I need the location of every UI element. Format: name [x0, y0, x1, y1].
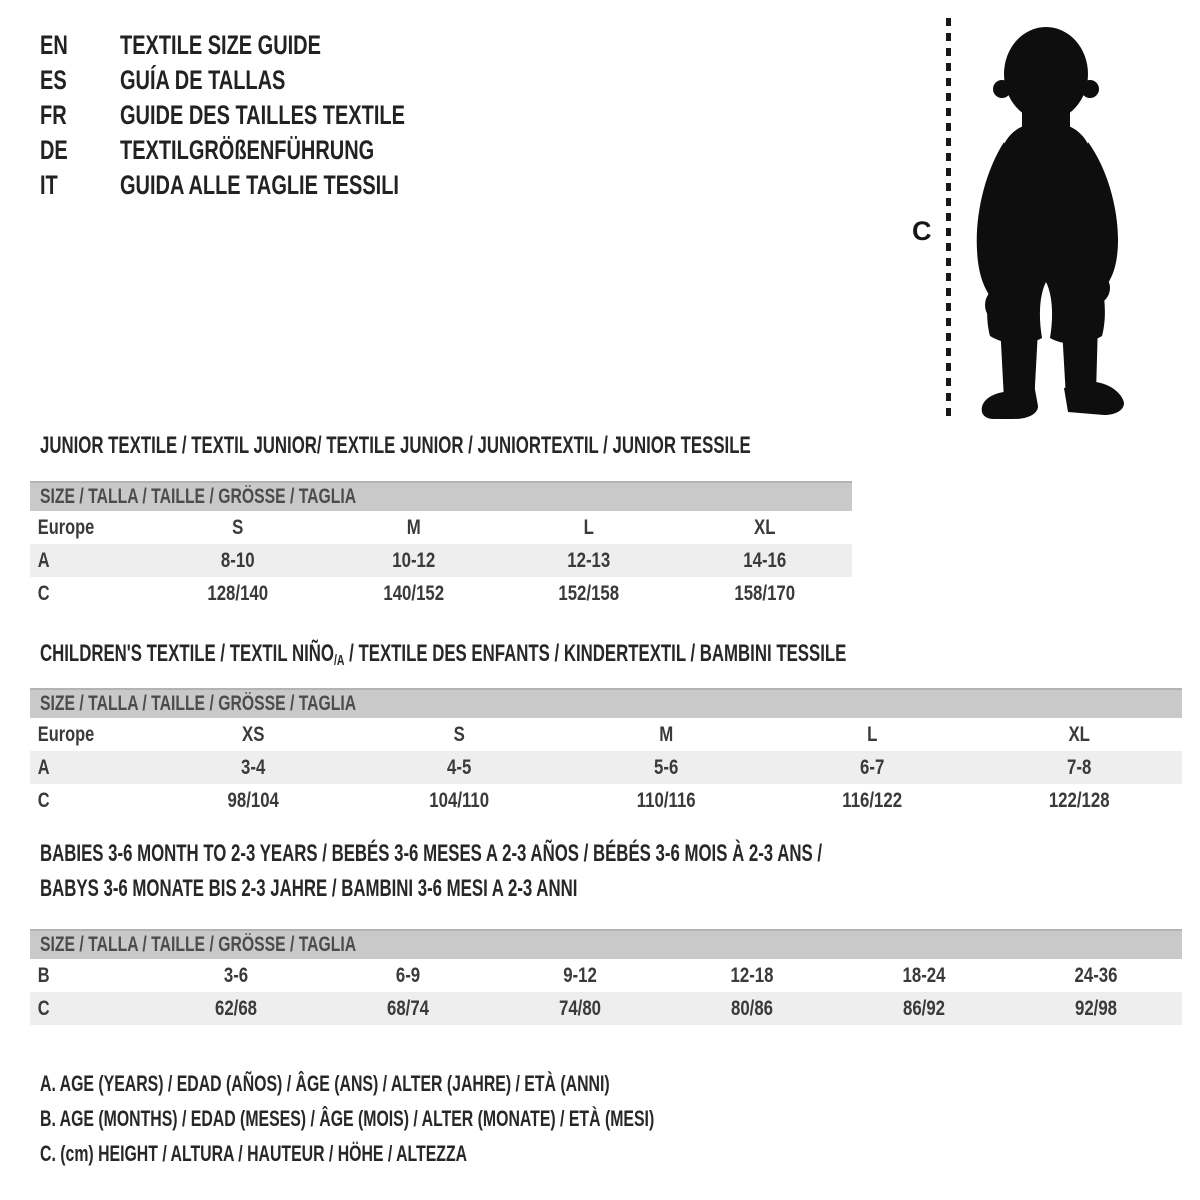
children-title-prefix: CHILDREN'S TEXTILE / TEXTIL NIÑO — [40, 640, 334, 667]
table-cell: 98/104 — [227, 788, 279, 812]
table-row — [30, 511, 852, 544]
table-cell: S — [453, 722, 466, 746]
table-cell: 92/98 — [1074, 996, 1118, 1020]
size-table-header — [30, 481, 852, 511]
table-cell: 14-16 — [742, 548, 786, 572]
language-guide-title: TEXTILE SIZE GUIDE — [120, 30, 321, 60]
table-row — [30, 718, 1182, 751]
children-size-table — [30, 688, 1182, 817]
children-title-subscript: /A — [333, 652, 345, 669]
legend-line: A. AGE (YEARS) / EDAD (AÑOS) / ÂGE (ANS) / ALTER (JAHRE) / ETÀ (ANNI) — [40, 1071, 610, 1096]
babies-section-title-line: BABYS 3-6 MONATE BIS 2-3 JAHRE / BAMBINI 3-6 MESI A 2-3 ANNI — [40, 875, 578, 902]
row-label: Europe — [37, 515, 95, 539]
table-cell: 18-24 — [902, 963, 946, 987]
legend — [40, 1066, 893, 1171]
legend-line: B. AGE (MONTHS) / EDAD (MESES) / ÂGE (MOIS) / ALTER (MONATE) / ETÀ (MESI) — [40, 1106, 655, 1131]
table-cell: 6-9 — [395, 963, 421, 987]
legend-line: C. (cm) HEIGHT / ALTURA / HAUTEUR / HÖHE / ALTEZZA — [40, 1141, 468, 1166]
language-code: DE — [40, 135, 68, 165]
row-label: A — [37, 755, 50, 779]
row-label: A — [37, 548, 50, 572]
language-row — [40, 133, 505, 168]
table-cell: 3-6 — [223, 963, 249, 987]
table-cell: 110/116 — [636, 788, 696, 812]
table-cell: 12-18 — [730, 963, 774, 987]
table-row — [30, 577, 852, 610]
junior-section-title: JUNIOR TEXTILE / TEXTIL JUNIOR/ TEXTILE JUNIOR / JUNIORTEXTIL / JUNIOR TESSILE — [40, 432, 751, 459]
table-cell: 9-12 — [563, 963, 597, 987]
table-cell: 116/122 — [842, 788, 903, 812]
row-label: C — [37, 581, 50, 605]
table-cell: M — [406, 515, 421, 539]
children-title-suffix: / TEXTILE DES ENFANTS / KINDERTEXTIL / BAMBINI TESSILE — [344, 640, 847, 667]
table-row — [30, 784, 1182, 817]
size-table-header-label: SIZE / TALLA / TAILLE / GRÖSSE / TAGLIA — [40, 692, 357, 715]
toddler-silhouette-icon — [963, 22, 1143, 422]
table-row — [30, 751, 1182, 784]
table-cell: 12-13 — [567, 548, 611, 572]
row-label: Europe — [37, 722, 95, 746]
size-table-header — [30, 929, 1182, 959]
language-guide-title: GUÍA DE TALLAS — [120, 65, 286, 95]
table-row — [30, 544, 852, 577]
children-section-title — [40, 636, 846, 678]
babies-section-title-line: BABIES 3-6 MONTH TO 2-3 YEARS / BEBÉS 3-6 MESES A 2-3 AÑOS / BÉBÉS 3-6 MOIS À 2-3 ANS / — [40, 840, 823, 867]
row-label: C — [37, 788, 50, 812]
table-cell: M — [659, 722, 674, 746]
table-cell: 158/170 — [733, 581, 795, 605]
table-cell: 6-7 — [860, 755, 885, 779]
table-cell: 62/68 — [214, 996, 258, 1020]
language-row — [40, 63, 505, 98]
language-code: EN — [40, 30, 68, 60]
table-cell: 86/92 — [902, 996, 946, 1020]
table-cell: 7-8 — [1066, 755, 1091, 779]
table-cell: 24-36 — [1074, 963, 1118, 987]
language-row — [40, 168, 505, 203]
language-code: IT — [40, 170, 58, 200]
table-cell: 80/86 — [730, 996, 774, 1020]
table-cell: 10-12 — [391, 548, 435, 572]
babies-section-title — [40, 836, 1157, 906]
size-table-header-label: SIZE / TALLA / TAILLE / GRÖSSE / TAGLIA — [40, 485, 357, 508]
size-table-header — [30, 688, 1182, 718]
row-label: B — [37, 963, 50, 987]
size-table-header-label: SIZE / TALLA / TAILLE / GRÖSSE / TAGLIA — [40, 933, 357, 956]
table-cell: L — [583, 515, 594, 539]
height-measure-label: C — [912, 216, 932, 246]
table-cell: 4-5 — [447, 755, 472, 779]
table-cell: 122/128 — [1048, 788, 1110, 812]
height-measure-line — [946, 18, 951, 418]
table-row — [30, 959, 1182, 992]
table-cell: 128/140 — [207, 581, 269, 605]
language-guide-title: GUIDA ALLE TAGLIE TESSILI — [120, 170, 399, 200]
language-row — [40, 28, 505, 63]
table-cell: 152/158 — [558, 581, 620, 605]
table-cell: 3-4 — [241, 755, 266, 779]
table-row — [30, 992, 1182, 1025]
table-cell: XS — [241, 722, 265, 746]
table-cell: 5-6 — [653, 755, 679, 779]
language-row — [40, 98, 505, 133]
junior-size-table — [30, 481, 852, 610]
table-cell: L — [867, 722, 878, 746]
table-cell: XL — [753, 515, 775, 539]
language-guide-title: TEXTILGRÖßENFÜHRUNG — [120, 135, 375, 165]
table-cell: XL — [1068, 722, 1090, 746]
table-cell: 74/80 — [558, 996, 602, 1020]
table-cell: 8-10 — [220, 548, 255, 572]
language-guide-title: GUIDE DES TAILLES TEXTILE — [120, 100, 405, 130]
table-cell: 140/152 — [382, 581, 444, 605]
table-cell: S — [232, 515, 244, 539]
language-code: FR — [40, 100, 67, 130]
babies-size-table — [30, 929, 1182, 1025]
table-cell: 68/74 — [386, 996, 430, 1020]
language-code: ES — [40, 65, 67, 95]
row-label: C — [37, 996, 50, 1020]
language-list — [40, 28, 505, 203]
table-cell: 104/110 — [429, 788, 490, 812]
